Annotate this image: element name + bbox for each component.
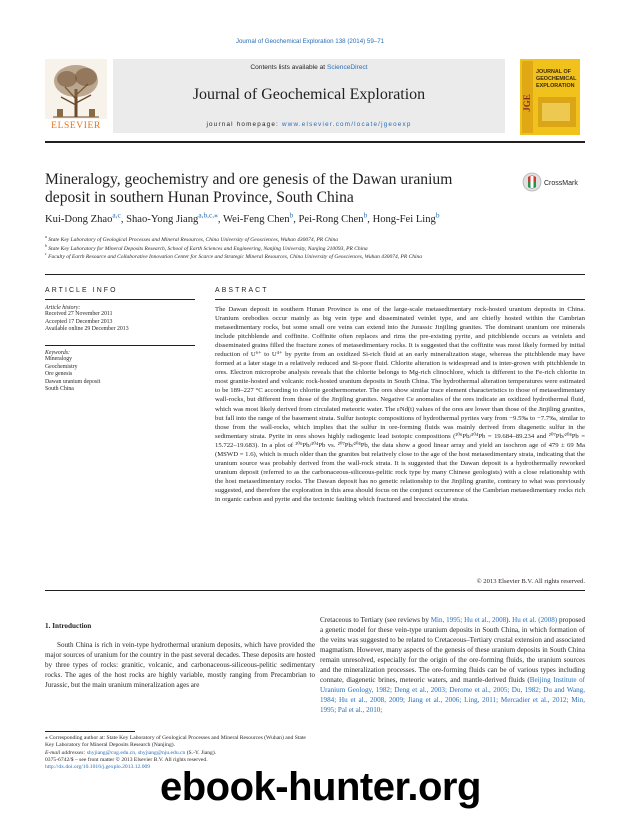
affiliation-text: State Key Laboratory of Geological Processes and Mineral Resources, China University of Geosciences, Wuhan 430074, PR China: [48, 237, 338, 243]
footnote-suffix: (S.-Y. Jiang).: [185, 749, 217, 756]
section-heading: 1. Introduction: [45, 622, 92, 630]
footnote-text: ⁎ Corresponding author at: State Key Laboratory of Geological Processes and Mineral Resources (Wuhan) and State Key Laboratory for Mineral Deposits Research (Nanjing).: [45, 735, 306, 749]
history-received: Received 27 November 2011: [45, 311, 113, 317]
journal-name: Journal of Geochemical Exploration: [192, 86, 426, 103]
footnote-divider: [45, 731, 135, 732]
email-link[interactable]: shyjiang@cug.edu.cn, shyjiang@nju.edu.cn: [86, 749, 186, 756]
cover-title-3: EXPLORATION: [536, 83, 575, 89]
keyword-item: South China: [45, 386, 74, 392]
sciencedirect-link[interactable]: ScienceDirect: [326, 64, 368, 71]
cover-title-1: JOURNAL OF: [536, 69, 571, 75]
email-label: E-mail addresses:: [45, 749, 87, 756]
article-title: Mineralogy, geochemistry and ore genesis of the Dawan uranium deposit in southern Hunan Province, South China: [45, 171, 453, 206]
header-divider: [45, 274, 585, 275]
crossmark-button[interactable]: [522, 171, 592, 193]
homepage-line: [113, 121, 505, 128]
article-info-label: ARTICLE INFO: [45, 287, 118, 294]
keyword-item: Dawan uranium deposit: [45, 378, 101, 385]
article-history: [45, 305, 195, 334]
affiliation-item: [45, 236, 585, 245]
watermark: ebook-hunter.org: [160, 765, 481, 809]
affiliation-item: [45, 243, 585, 257]
citation-link[interactable]: Beijing Institute of Uranium Geology, 1982; Deng et al., 2003; Derome et al., 2005; Du, 1982; Du and Wang, 1984; Hu et al., 2008, 2009; Jiang et al., 2006; Ling, 2011; Mercadier et al., 2012; Min, 1995; Pal et al., 2010;: [320, 676, 586, 715]
author-name: Kui-Dong Zhao: [45, 214, 113, 225]
keywords: [45, 350, 195, 394]
body-text: proposed a genetic model for these vein-type uranium deposits in South China, in which formation of the veins was suggested to be related to Cretaceous–Tertiary crustal extension and associated magmatism. However, many aspects of the genesis of these uranium deposits in South China remain unresolved, especially for the origin of the ore-forming fluids, the uranium sources and the mineralization processes. The ore-forming fluids can be of various types including connate, diagenetic brines, meteoric waters, and mantle-derived fluids (: [320, 616, 585, 685]
keyword-item: Ore genesis: [45, 371, 73, 377]
author-affiliation-mark[interactable]: b: [289, 210, 294, 220]
history-heading: Article history:: [45, 305, 81, 311]
author-affiliation-mark[interactable]: a,c: [112, 210, 121, 220]
svg-text:ELSEVIER: ELSEVIER: [51, 121, 101, 131]
masthead-band: [113, 59, 505, 133]
homepage-prefix: journal homepage:: [206, 121, 282, 128]
affiliation-text: State Key Laboratory for Mineral Deposits Research, School of Earth Sciences and Engineering, Nanjing University, Nanjing 210093, PR China: [48, 245, 368, 252]
author-name: Hong-Fei Ling: [372, 214, 436, 225]
author-list: Kui-Dong Zhao$^{a,c}$, Shao-Yong Jiang$^{a,b,c,⁎}$, Wei-Feng Chen$^b$, Pei-Rong Chen$^b$, Hong-Fei Ling$^b$: [45, 210, 440, 225]
history-online: Available online 29 December 2013: [45, 326, 129, 332]
contents-line: [113, 64, 505, 71]
article-info-divider: [45, 299, 195, 300]
masthead-divider: [45, 141, 585, 143]
journal-reference[interactable]: Journal of Geochemical Exploration 138 (2014) 59–71: [235, 38, 385, 45]
abstract-text: The Dawan deposit in southern Hunan Province is one of the large-scale metasedimentary rock-hosted uranium deposits in China. Uranium orebodies occur mainly as big vein type and disseminated veinlet type, and are chiefly hosted within the Cambrian metasedimentary rocks, but some small ore veins can extend into the Jurassic Jinjiling granites. The dominant uranium ore minerals include pitchblende and coffinite. Coffinite often replaces and rims the pre-existing pyrite, and pitchblende occurs as veinlets and disseminated grains filled the fracture zones of metasedimentary rocks. It is suggested that the coffinite was most likely formed by initial reduction of U⁶⁺ to U⁴⁺ by pyrite from an oxidized Si-rich fluid at an early mineralization stage, whereas the pitchblende may have formed at a later stage in a relatively reduced and Si-poor fluid. Chlorite alteration is widespread and is inter-grown with pitchblende in ores. Electron microprobe analysis reveals that the chlorite belongs to Mg-rich clinochlore, which is different to the Fe-rich chlorite in most granite-hosted and volcanic rock-hosted uranium deposits in South China. The hydrothermal alteration temperatures were estimated to be 189–227 °C according to chlorite geothermometer. The ores show similar trace element characteristics to those of metasedimentary wall-rocks, but different from those of the Jinjiling granites. Negative Ce anomalies of the ores indicate an oxidized hydrothermal fluid, which was most likely derived from circulated meteoric water. The εNd(t) values of the ores are lower than those of the Jinjiling granites, but fall into the range of the basement strata. Sulfur isotopic compositions of hydrothermal pyrites vary from −9.5‰ to −7.7‰, similar to those from the wall-rocks, which implies that the sulfur in ore-forming fluids was mainly derived from diagenetic sulfur in the sedimentary strata. Pyrite in ores shows highly radiogenic lead isotopic compositions (²⁰⁶Pb/²⁰⁴Pb = 19.684–89.234 and ²⁰⁷Pb/²⁰⁴Pb = 15.722–19.683). In a plot of ²⁰⁶Pb/²⁰⁴Pb vs. ²⁰⁷Pb/²⁰⁴Pb, the data show a good linear array and yield an isochron age of 479 ± 69 Ma (MSWD = 1.6), which is much older than the granites but relatively close to the age of the host metasedimentary strata, indicating that the uranium source was probably derived from the wall-rock strata. It is suggested that the Dawan deposit is a hydrothermally reworked uranium deposit (referred to as the carbonaceous-siliceous-pelitic rock type by many Chinese geologists) with a close relationship with the host metasedimentary rocks. The Dawan deposit has no genetic relationship to the Jinjiling granite, contrary to what was previously suggested, and therefore the exploration in this area should focus on the conjunct occurrence of the Cambrian metasedimentary rocks rich in organic carbon and pyrite and the tectonic faulting which fractured and brecciated the strata.: [215, 306, 585, 503]
elsevier-tree-icon: [45, 59, 107, 131]
intro-paragraph-left: South China is rich in vein-type hydrothermal uranium deposits, which have provided the major sources of uranium for the country in the past several decades. These deposits are hosted by three types of rocks: granitic, volcanic, and carbonaceous-siliceous-pelitic sedimentary rocks. The ages of the host rocks are highly variable, mostly ranging from Precambrian to Jurassic, but the main uranium mineralization ages are: [45, 641, 315, 690]
affiliation-mark: c: [45, 252, 47, 257]
elsevier-logo: [45, 59, 107, 131]
affiliation-item: [45, 253, 585, 262]
keywords-heading: Keywords:: [45, 350, 70, 356]
affiliations: [45, 236, 585, 262]
crossmark-icon: [522, 171, 592, 193]
cover-title-2: GEOCHEMICAL: [536, 76, 577, 82]
homepage-link[interactable]: www.elsevier.com/locate/jgeoexp: [281, 121, 412, 128]
citation-link[interactable]: Min, 1995; Hu et al., 2008: [430, 616, 507, 624]
journal-cover: [520, 59, 580, 135]
abstract-bottom-divider: [45, 590, 585, 591]
affiliation-text: Faculty of Earth Resource and Collaborative Innovation Center for Scarce and Strategic Mineral Resources, China University of Geosciences, Wuhan 430074, PR China: [48, 254, 423, 261]
affiliation-mark: b: [45, 243, 47, 248]
author-name: Wei-Feng Chen: [222, 214, 290, 225]
affiliation-mark: a: [45, 235, 47, 240]
keyword-item: Mineralogy: [45, 356, 73, 362]
keyword-item: Geochemistry: [45, 363, 78, 370]
history-accepted: Accepted 17 December 2013: [45, 318, 113, 325]
body-text: Cretaceous to Tertiary (see reviews by: [320, 616, 431, 624]
doi-link[interactable]: http://dx.doi.org/10.1016/j.gexplo.2013.12.009: [45, 764, 151, 771]
keywords-divider: [45, 345, 195, 346]
journal-masthead: [45, 59, 585, 139]
abstract-label: ABSTRACT: [215, 287, 269, 294]
copyright-notice: © 2013 Elsevier B.V. All rights reserved.: [476, 578, 585, 585]
cover-art-icon: [520, 59, 580, 135]
author-affiliation-mark[interactable]: b: [435, 210, 440, 220]
issn-line: 0375-6742/$ – see front matter © 2013 Elsevier B.V. All rights reserved.: [45, 757, 208, 763]
author-name: Pei-Rong Chen: [298, 214, 364, 225]
citation-link[interactable]: Hu et al. (2008): [512, 616, 558, 624]
body-text: ).: [506, 616, 513, 624]
corresponding-author-footnote: [45, 735, 315, 757]
crossmark-label: CrossMark: [544, 180, 578, 187]
abstract-divider: [215, 299, 585, 300]
contents-prefix: Contents lists available at: [250, 64, 327, 71]
author-affiliation-mark[interactable]: a,b,c,⁎: [198, 210, 218, 220]
intro-paragraph-right: [320, 615, 585, 715]
author-name: Shao-Yong Jiang: [126, 214, 199, 225]
cover-initials: JGE: [522, 94, 532, 112]
author-affiliation-mark[interactable]: b: [363, 210, 368, 220]
